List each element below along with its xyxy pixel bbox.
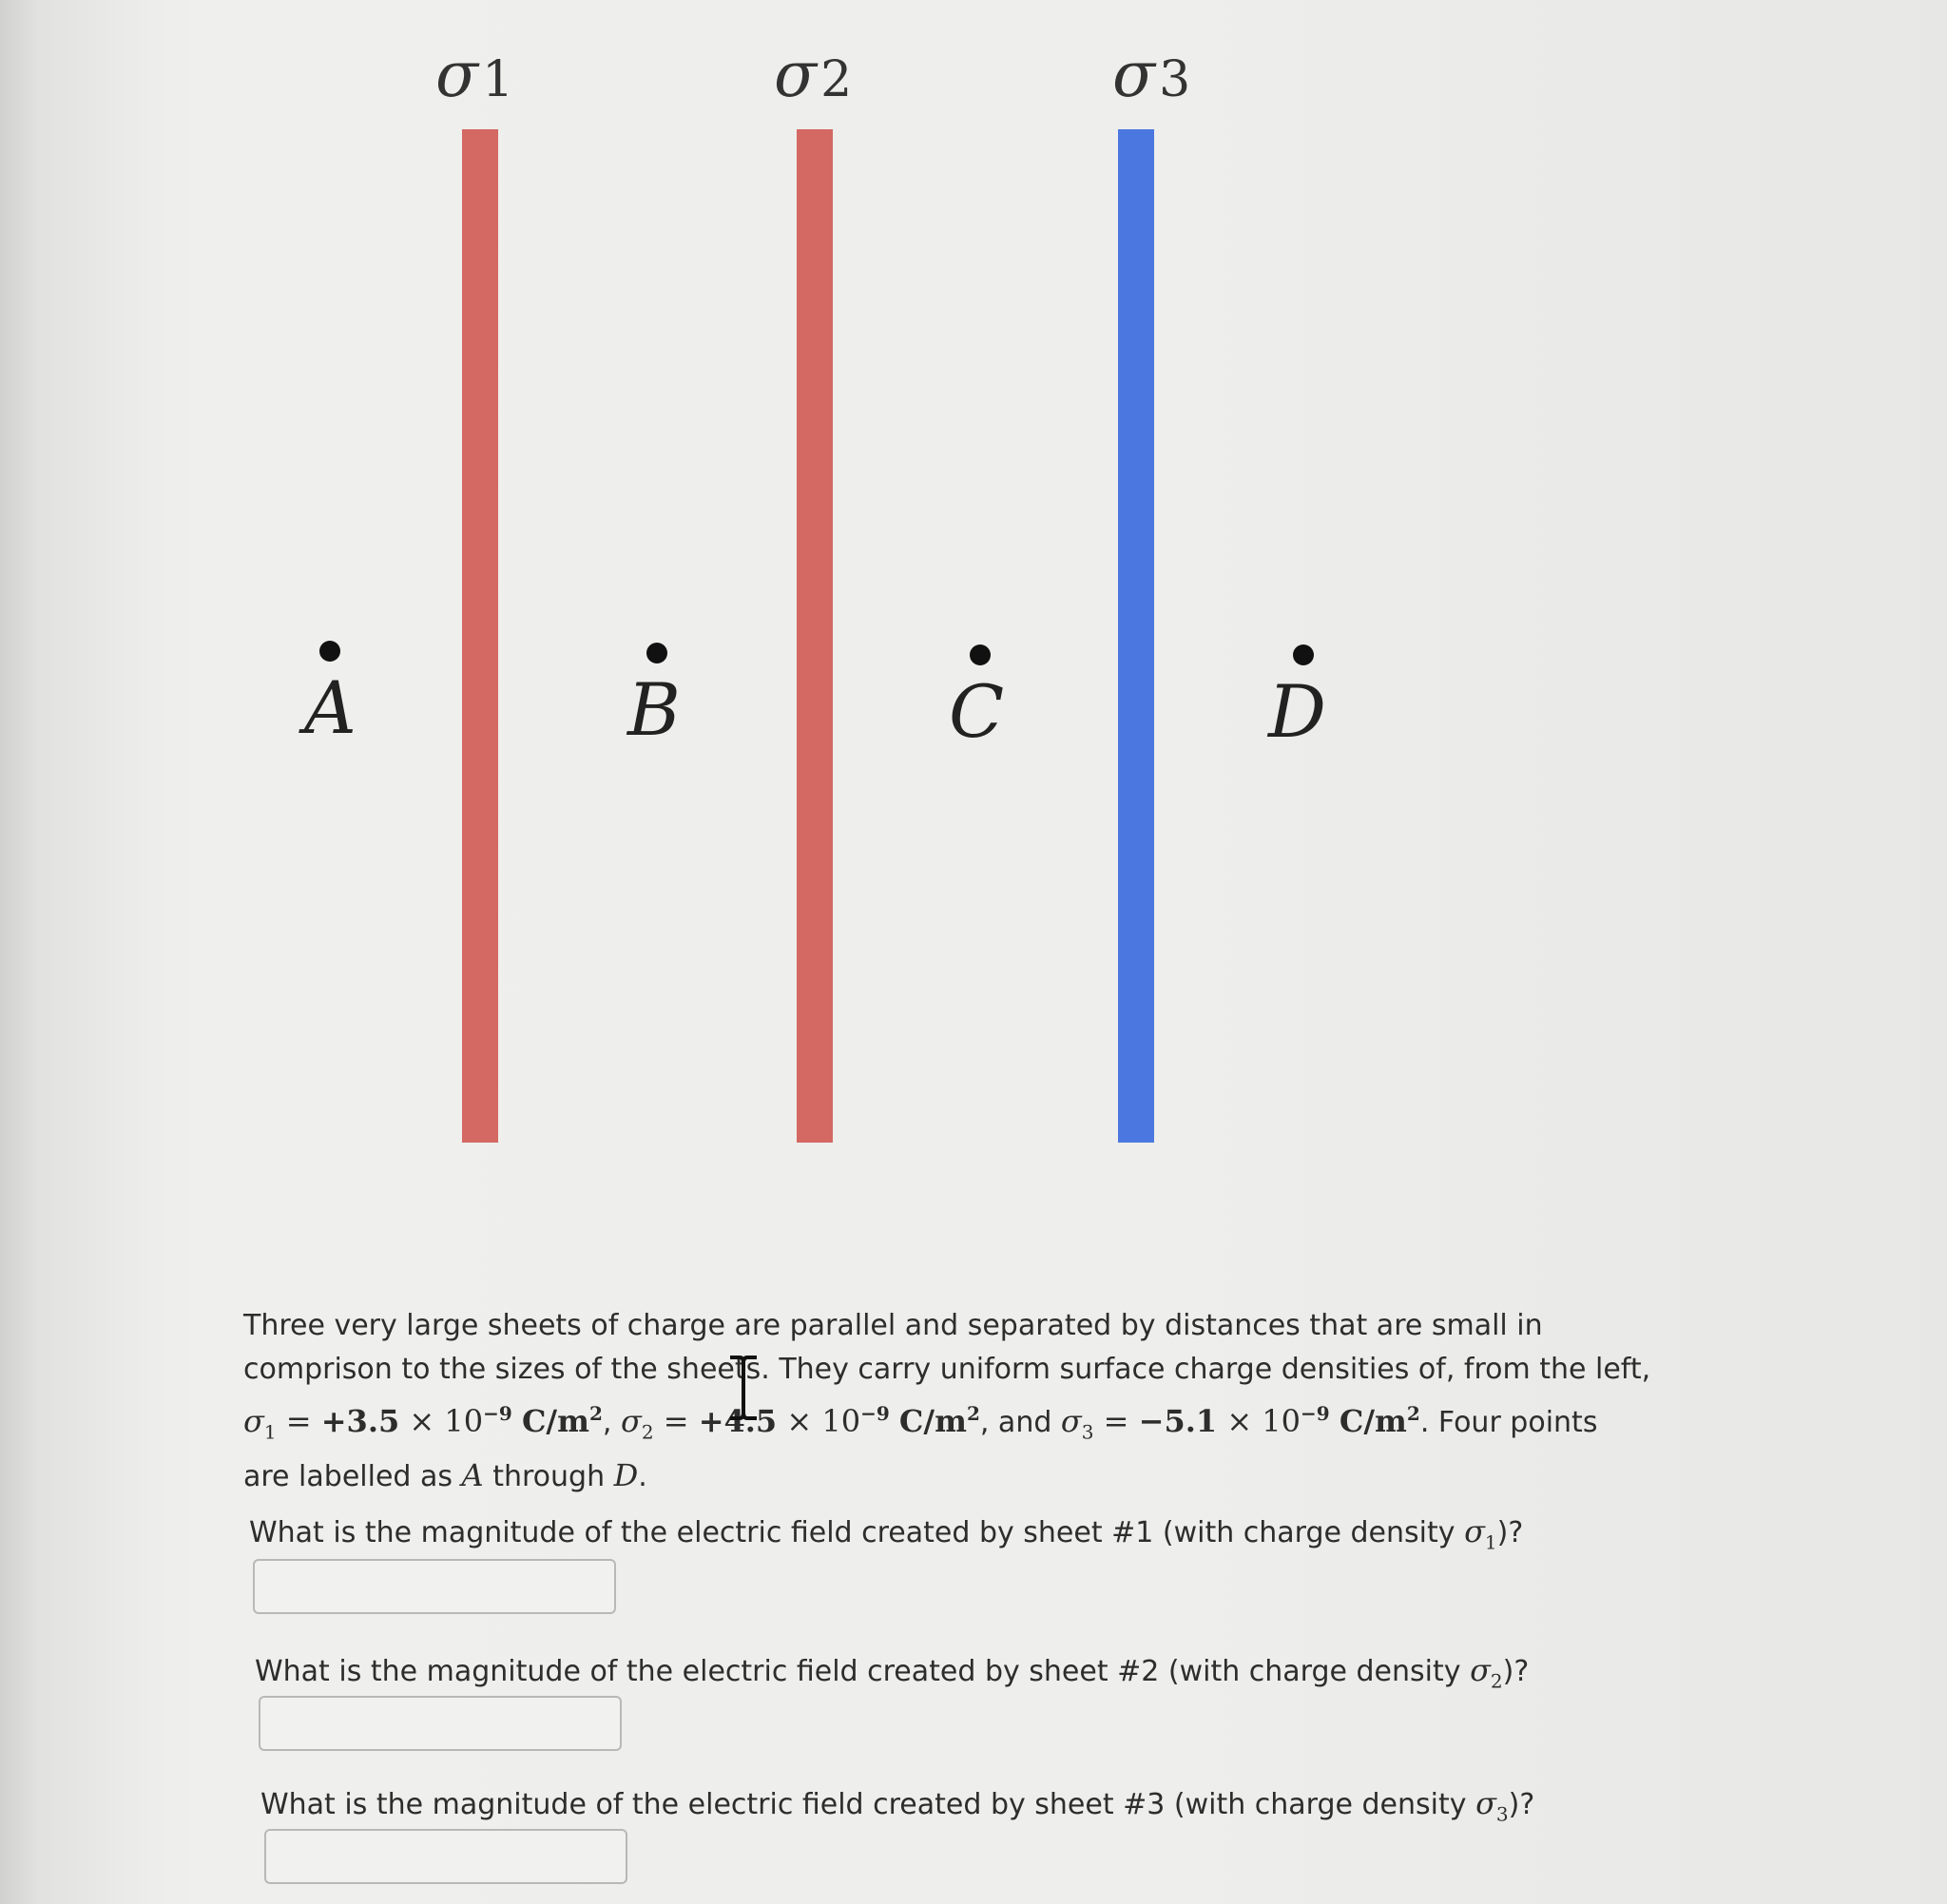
sigma1-equation: $\sigma_1 = +3.5 \times 10^{-9}$ $C/m^2$ xyxy=(243,1402,603,1444)
point-d-label: D xyxy=(1268,669,1326,754)
answer-input-sheet-3[interactable] xyxy=(264,1829,627,1884)
problem-line-1: Three very large sheets of charge are parallel and separated by distances that are small in xyxy=(243,1309,1543,1342)
problem-line-3: $\sigma_1 = +3.5 \times 10^{-9}$ $C/m^2$, $\sigma_2 = +4.5 \times 10^{-9}$ $C/m^2$, and $\sigma_3 = -5.1 \times 10^{-9}$ $C/m^2$. Four points xyxy=(243,1402,1598,1444)
sigma-subscript: 3 xyxy=(1159,51,1191,108)
charge-sheet-1 xyxy=(462,129,498,1143)
point-c-label: C xyxy=(949,669,1005,754)
sheet-1-label xyxy=(435,38,513,111)
sigma2-equation: $\sigma_2 = +4.5 \times 10^{-9}$ $C/m^2$ xyxy=(620,1402,980,1444)
answer-input-sheet-1[interactable] xyxy=(253,1559,616,1614)
answer-input-sheet-2[interactable] xyxy=(259,1696,622,1751)
sigma-symbol: σ xyxy=(435,38,479,111)
text-cursor-icon xyxy=(726,1354,761,1422)
sheet-3-label xyxy=(1112,38,1190,111)
charge-sheet-2 xyxy=(797,129,833,1143)
point-a-dot xyxy=(319,641,340,662)
sigma-symbol: σ xyxy=(1112,38,1156,111)
sheet-2-label xyxy=(774,38,852,111)
problem-line-4: are labelled as A through D. xyxy=(243,1457,647,1494)
problem-line-2: comprison to the sizes of the sheets. They carry uniform surface charge densities of, from the left, xyxy=(243,1353,1651,1386)
question-1: What is the magnitude of the electric field created by sheet #1 (with charge density $\sigma_1$)? xyxy=(249,1513,1524,1554)
question-2: What is the magnitude of the electric field created by sheet #2 (with charge density $\sigma_2$)? xyxy=(255,1652,1530,1693)
point-b-dot xyxy=(646,643,667,664)
sigma3-equation: $\sigma_3 = -5.1 \times 10^{-9}$ $C/m^2$ xyxy=(1060,1402,1420,1444)
charge-sheet-3 xyxy=(1118,129,1154,1143)
point-a-label: A xyxy=(304,665,357,750)
point-d-dot xyxy=(1293,644,1314,665)
point-b-label: B xyxy=(627,667,681,752)
problem-statement xyxy=(243,1304,1726,1499)
point-c-dot xyxy=(970,644,991,665)
sigma-subscript: 2 xyxy=(820,51,853,108)
sigma-symbol: σ xyxy=(243,1403,264,1439)
question-3: What is the magnitude of the electric field created by sheet #3 (with charge density $\sigma_3$)? xyxy=(260,1785,1535,1826)
sigma-subscript: 1 xyxy=(482,51,514,108)
sigma-symbol: σ xyxy=(774,38,818,111)
